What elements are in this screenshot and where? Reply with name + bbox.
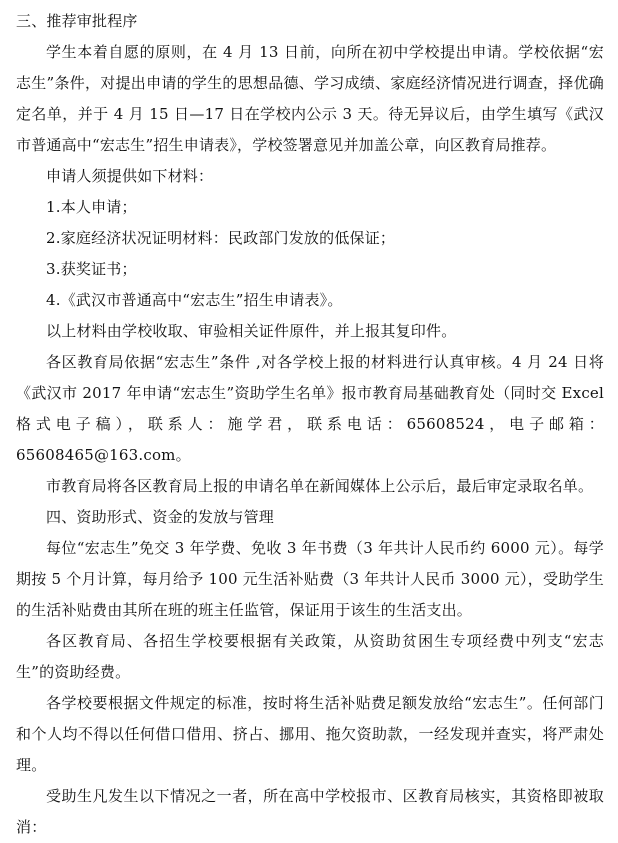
paragraph-district-review: 各区教育局依据“宏志生”条件 ,对各学校上报的材料进行认真审核。4 月 24 日将《武汉市 2017 年申请“宏志生”资助学生名单》报市教育局基础教育处（同时交 Excel 格式电子稿），联系人：施学君，联系电话：65608524，电子邮箱：65608465@163.com。 xyxy=(16,353,604,464)
paragraph-city-approval: 市教育局将各区教育局上报的申请名单在新闻媒体上公示后，最后审定录取名单。 xyxy=(46,477,594,495)
list-item-4: 4.《武汉市普通高中“宏志生”招生申请表》。 xyxy=(46,291,343,309)
list-item-2: 2.家庭经济状况证明材料：民政部门发放的低保证； xyxy=(46,229,396,247)
section-heading-4: 四、资助形式、资金的发放与管理 xyxy=(46,508,275,526)
paragraph-funding-form: 每位“宏志生”免交 3 年学费、免收 3 年书费（3 年共计人民币约 6000 元）。每学期按 5 个月计算，每月给予 100 元生活补贴费（3 年共计人民币 3000 元），受助学生的生活补贴费由其所在班的班主任监管，保证用于该生的生活支出。 xyxy=(16,539,604,619)
paragraph-materials-intro: 申请人须提供如下材料： xyxy=(46,167,214,185)
paragraph-materials-handling: 以上材料由学校收取、审验相关证件原件，并上报其复印件。 xyxy=(46,322,457,340)
paragraph-subsidy-distribution: 各学校要根据文件规定的标准，按时将生活补贴费足额发放给“宏志生”。任何部门和个人均不得以任何借口借用、挤占、挪用、拖欠资助款，一经发现并查实，将严肃处理。 xyxy=(16,694,604,774)
list-item-3: 3.获奖证书； xyxy=(46,260,137,278)
section-heading-3: 三、推荐审批程序 xyxy=(16,12,138,30)
paragraph-disqualification: 受助生凡发生以下情况之一者，所在高中学校报市、区教育局核实，其资格即被取消： xyxy=(16,787,604,836)
list-item-1: 1.本人申请； xyxy=(46,198,137,216)
paragraph-funding-source: 各区教育局、各招生学校要根据有关政策，从资助贫困生专项经费中列支“宏志生”的资助经费。 xyxy=(16,632,604,681)
paragraph-application-process: 学生本着自愿的原则，在 4 月 13 日前，向所在初中学校提出申请。学校依据“宏志生”条件，对提出申请的学生的思想品德、学习成绩、家庭经济情况进行调查，择优确定名单，并于 4 月 15 日—17 日在学校内公示 3 天。待无异议后，由学生填写《武汉市普通高中“宏志生”招生申请表》，学校签署意见并加盖公章，向区教育局推荐。 xyxy=(16,43,604,154)
